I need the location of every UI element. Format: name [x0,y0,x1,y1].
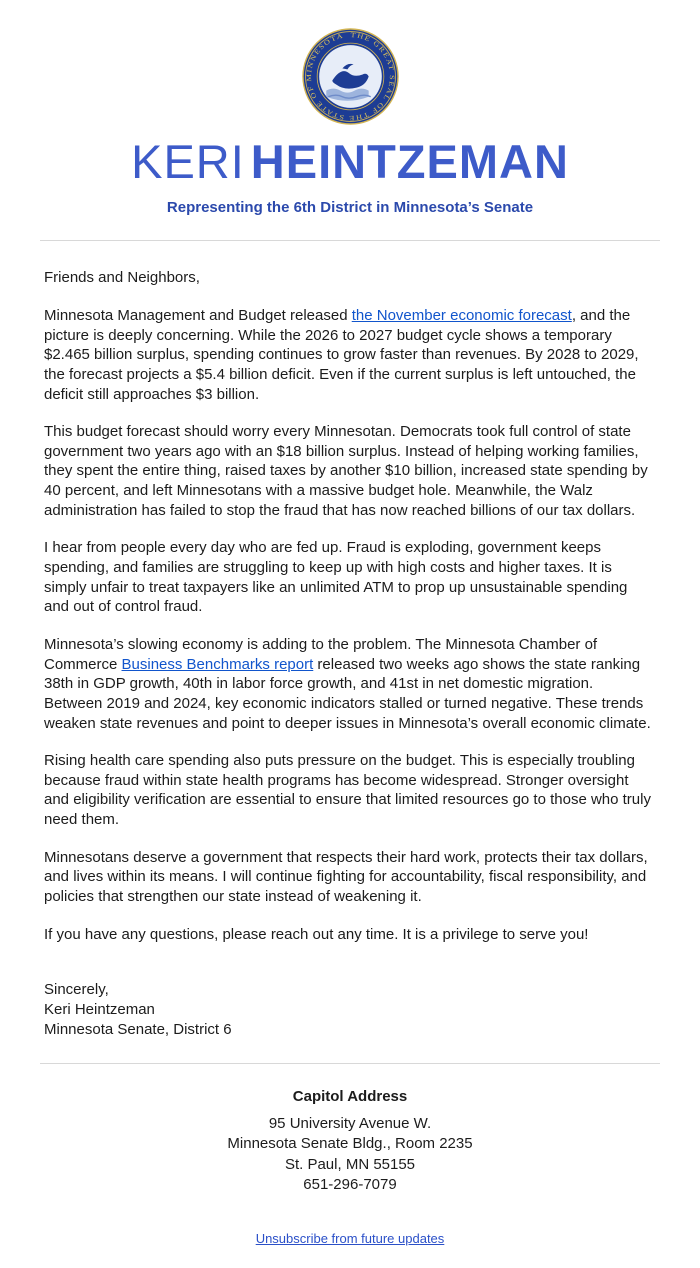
november-forecast-link[interactable]: the November economic forecast [351,306,572,324]
address-street: 95 University Avenue W. [268,1114,432,1132]
seal-ring-text: THE GREAT SEAL OF THE STATE OF MINNESOTA [305,31,395,121]
minnesota-state-seal-logo [302,28,399,125]
signature-salutation: Sincerely, [44,981,109,999]
paragraph-health-care: Rising health care spending also puts pressure on the budget. This is especially troubling because fraud within state health programs has become widespread. Stronger oversight and eligibility verification are essential to ensure that limited resources go to those who truly need them. [44,752,651,829]
sender-last-name: HEINTZEMAN [250,135,569,188]
sender-name [0,137,700,186]
paragraph-accountability: Minnesotans deserve a government that respects their hard work, protects their tax dollars, and lives within its means. I will continue fighting for accountability, fiscal responsibility, and policies that strengthen our state instead of weakening it. [44,848,648,905]
signature-block [44,980,654,1039]
paragraph-text: Minnesota’s slowing economy is adding to the problem. The Minnesota Chamber of Commerce [44,635,598,673]
capitol-address-heading: Capitol Address [292,1088,408,1106]
unsubscribe-link[interactable]: Unsubscribe from future updates [255,1230,445,1246]
paragraph-closing: If you have any questions, please reach out any time. It is a privilege to serve you! [44,925,589,943]
paragraph-slowing-economy [44,635,654,733]
signature-name: Keri Heintzeman [44,1000,155,1018]
paragraph-fed-up: I hear from people every day who are fed up. Fraud is exploding, government keeps spending, and families are struggling to keep up with high costs and higher taxes. It is simply unfair to treat taxpayers like an unlimited ATM to prop up unsustainable spending and out of control fraud. [44,539,628,616]
footer [0,1064,700,1248]
paragraph-text: , and the picture is deeply concerning. While the 2026 to 2027 budget cycle shows a temporary $2.465 billion surplus, spending continues to grow faster than revenues. By 2028 to 2029, the forecast projects a $5.4 billion deficit. Even if the current surplus is left untouched, the deficit still approaches $3 billion. [44,306,639,403]
sender-tagline: Representing the 6th District in Minnesota’s Senate [166,199,534,217]
paragraph-budget-forecast [44,306,654,404]
paragraph-text: released two weeks ago shows the state ranking 38th in GDP growth, 40th in labor force growth, and 41st in net domestic migration. Between 2019 and 2024, key economic indicators stalled or turned negative. These trends weaken state revenues and point to deeper issues in Minnesota’s overall economic climate. [44,655,651,732]
paragraph-text: Minnesota Management and Budget released [44,306,352,324]
business-benchmarks-link[interactable]: Business Benchmarks report [121,655,314,673]
signature-title: Minnesota Senate, District 6 [44,1020,232,1038]
paragraph-democrat-spending: This budget forecast should worry every Minnesotan. Democrats took full control of state government two years ago with an $18 billion surplus. Instead of helping working families, they spent the entire thing, raised taxes by another $10 billion, increased state spending by 40 percent, and left Minnesotans with a massive budget hole. Meanwhile, the Walz administration has failed to stop the fraud that has now reached billions of our tax dollars. [44,423,648,519]
unsubscribe-container [0,1229,700,1249]
address-city: St. Paul, MN 55155 [284,1155,416,1173]
phone-number: 651-296-7079 [303,1176,397,1194]
seal-container [0,28,700,125]
address-building: Minnesota Senate Bldg., Room 2235 [227,1135,473,1153]
greeting: Friends and Neighbors, [44,269,200,287]
letter-body [0,241,700,1039]
sender-first-name: KERI [131,135,245,188]
